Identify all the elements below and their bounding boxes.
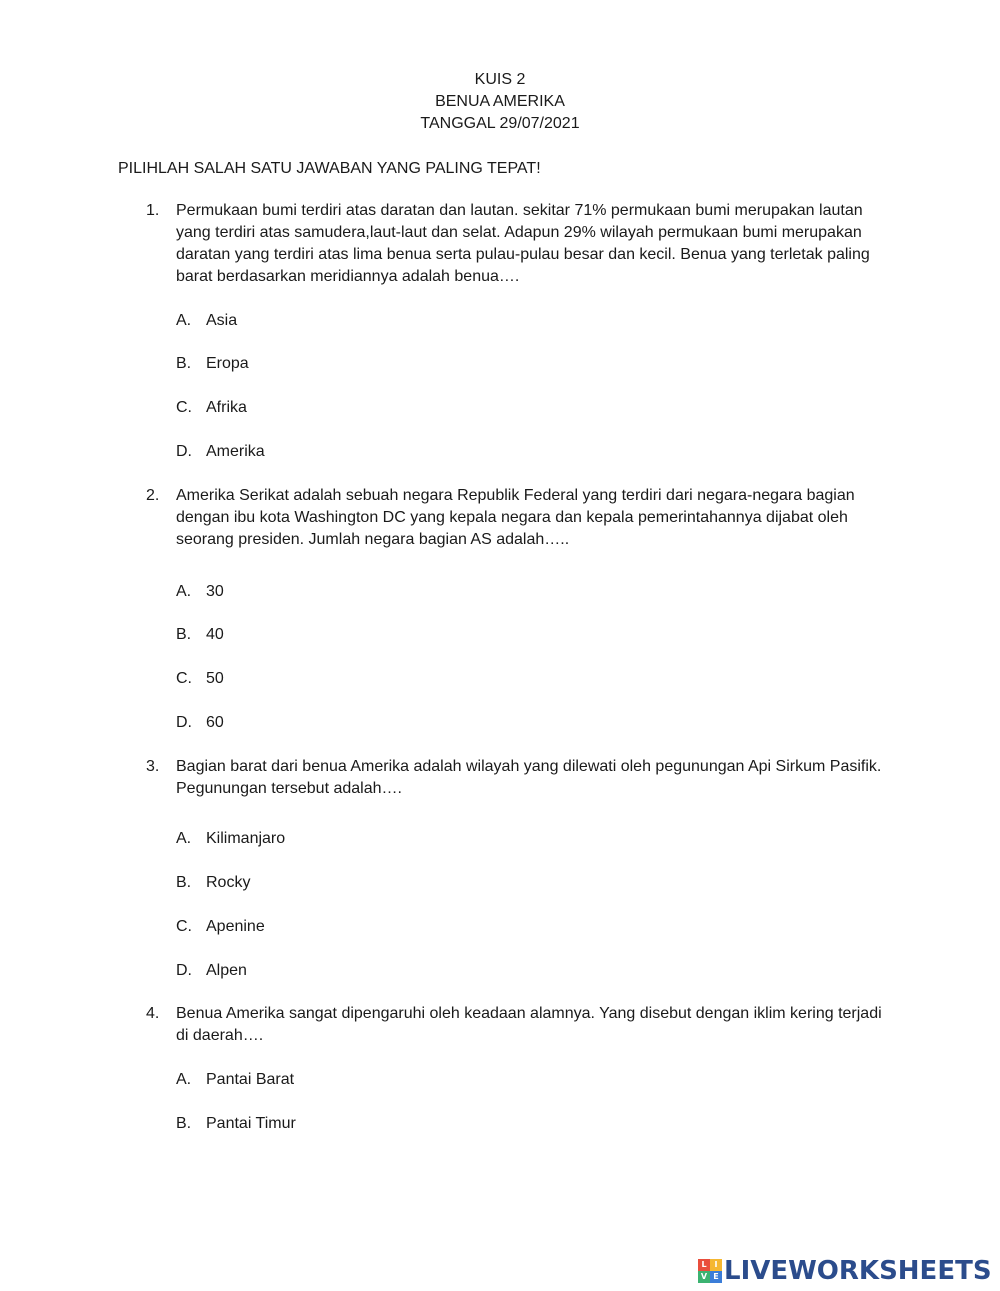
option-letter: B. bbox=[176, 1115, 192, 1132]
document-header bbox=[0, 69, 1000, 135]
question-text: Bagian barat dari benua Amerika adalah wilayah yang dilewati oleh pegunungan Api Sirkum Pasifik. Pegunungan tersebut adalah…. bbox=[176, 758, 882, 797]
liveworksheets-logo bbox=[698, 1256, 992, 1286]
option-1c[interactable] bbox=[176, 397, 247, 419]
logo-letter-l: L bbox=[698, 1259, 710, 1271]
option-1a[interactable] bbox=[176, 310, 237, 332]
option-4b[interactable] bbox=[176, 1113, 296, 1135]
option-4a[interactable] bbox=[176, 1069, 294, 1091]
option-text: 60 bbox=[206, 714, 224, 731]
option-3a[interactable] bbox=[176, 828, 285, 850]
option-text: 40 bbox=[206, 626, 224, 643]
quiz-date: TANGGAL 29/07/2021 bbox=[420, 115, 580, 132]
option-letter: A. bbox=[176, 312, 192, 329]
option-text: Rocky bbox=[206, 874, 251, 891]
liveworksheets-mark-icon bbox=[698, 1259, 722, 1283]
question-number: 2. bbox=[146, 487, 160, 504]
option-letter: C. bbox=[176, 670, 192, 687]
option-text: Asia bbox=[206, 312, 238, 329]
logo-letter-v: V bbox=[698, 1271, 710, 1283]
question-1 bbox=[146, 200, 886, 288]
question-2 bbox=[146, 485, 886, 551]
question-3 bbox=[146, 756, 886, 800]
option-letter: D. bbox=[176, 714, 192, 731]
option-2a[interactable] bbox=[176, 581, 224, 603]
option-text: Kilimanjaro bbox=[206, 830, 286, 847]
question-number: 4. bbox=[146, 1005, 160, 1022]
option-letter: B. bbox=[176, 626, 192, 643]
question-number: 3. bbox=[146, 758, 160, 775]
option-letter: D. bbox=[176, 962, 192, 979]
instruction-text: PILIHLAH SALAH SATU JAWABAN YANG PALING TEPAT! bbox=[118, 160, 541, 177]
option-2d[interactable] bbox=[176, 712, 224, 734]
option-letter: C. bbox=[176, 918, 192, 935]
logo-letter-i: I bbox=[710, 1259, 722, 1271]
question-text: Amerika Serikat adalah sebuah negara Republik Federal yang terdiri dari negara-negara bagian dengan ibu kota Washington DC yang kepala negara dan kepala pemerintahannya dijabat oleh seorang presiden. Jumlah negara bagian AS adalah….. bbox=[176, 487, 855, 548]
question-text: Permukaan bumi terdiri atas daratan dan lautan. sekitar 71% permukaan bumi merupakan lautan yang terdiri atas samudera,laut-laut dan selat. Adapun 29% wilayah permukaan bumi merupakan daratan yang terdiri atas lima benua serta pulau-pulau besar dan kecil. Benua yang terletak paling barat berdasarkan meridiannya adalah benua…. bbox=[176, 202, 870, 285]
option-letter: A. bbox=[176, 1071, 192, 1088]
option-text: 50 bbox=[206, 670, 224, 687]
option-2b[interactable] bbox=[176, 624, 224, 646]
question-4 bbox=[146, 1003, 886, 1047]
option-2c[interactable] bbox=[176, 668, 224, 690]
quiz-title: KUIS 2 bbox=[474, 71, 526, 88]
quiz-subject: BENUA AMERIKA bbox=[435, 93, 565, 110]
option-letter: C. bbox=[176, 399, 192, 416]
question-number: 1. bbox=[146, 202, 160, 219]
option-3d[interactable] bbox=[176, 960, 247, 982]
option-text: Alpen bbox=[206, 962, 247, 979]
option-text: Eropa bbox=[206, 355, 249, 372]
option-1d[interactable] bbox=[176, 441, 265, 463]
option-3b[interactable] bbox=[176, 872, 250, 894]
logo-letter-e: E bbox=[710, 1271, 722, 1283]
option-1b[interactable] bbox=[176, 353, 249, 375]
option-letter: B. bbox=[176, 874, 192, 891]
option-letter: A. bbox=[176, 830, 192, 847]
option-letter: D. bbox=[176, 443, 192, 460]
option-text: Pantai Barat bbox=[206, 1071, 295, 1088]
option-text: Pantai Timur bbox=[206, 1115, 296, 1132]
option-letter: A. bbox=[176, 583, 192, 600]
logo-wordmark: LIVEWORKSHEETS bbox=[724, 1256, 992, 1286]
option-text: 30 bbox=[206, 583, 224, 600]
option-text: Amerika bbox=[206, 443, 265, 460]
option-letter: B. bbox=[176, 355, 192, 372]
option-3c[interactable] bbox=[176, 916, 265, 938]
question-text: Benua Amerika sangat dipengaruhi oleh keadaan alamnya. Yang disebut dengan iklim kering terjadi di daerah…. bbox=[176, 1005, 882, 1044]
option-text: Apenine bbox=[206, 918, 265, 935]
option-text: Afrika bbox=[206, 399, 247, 416]
